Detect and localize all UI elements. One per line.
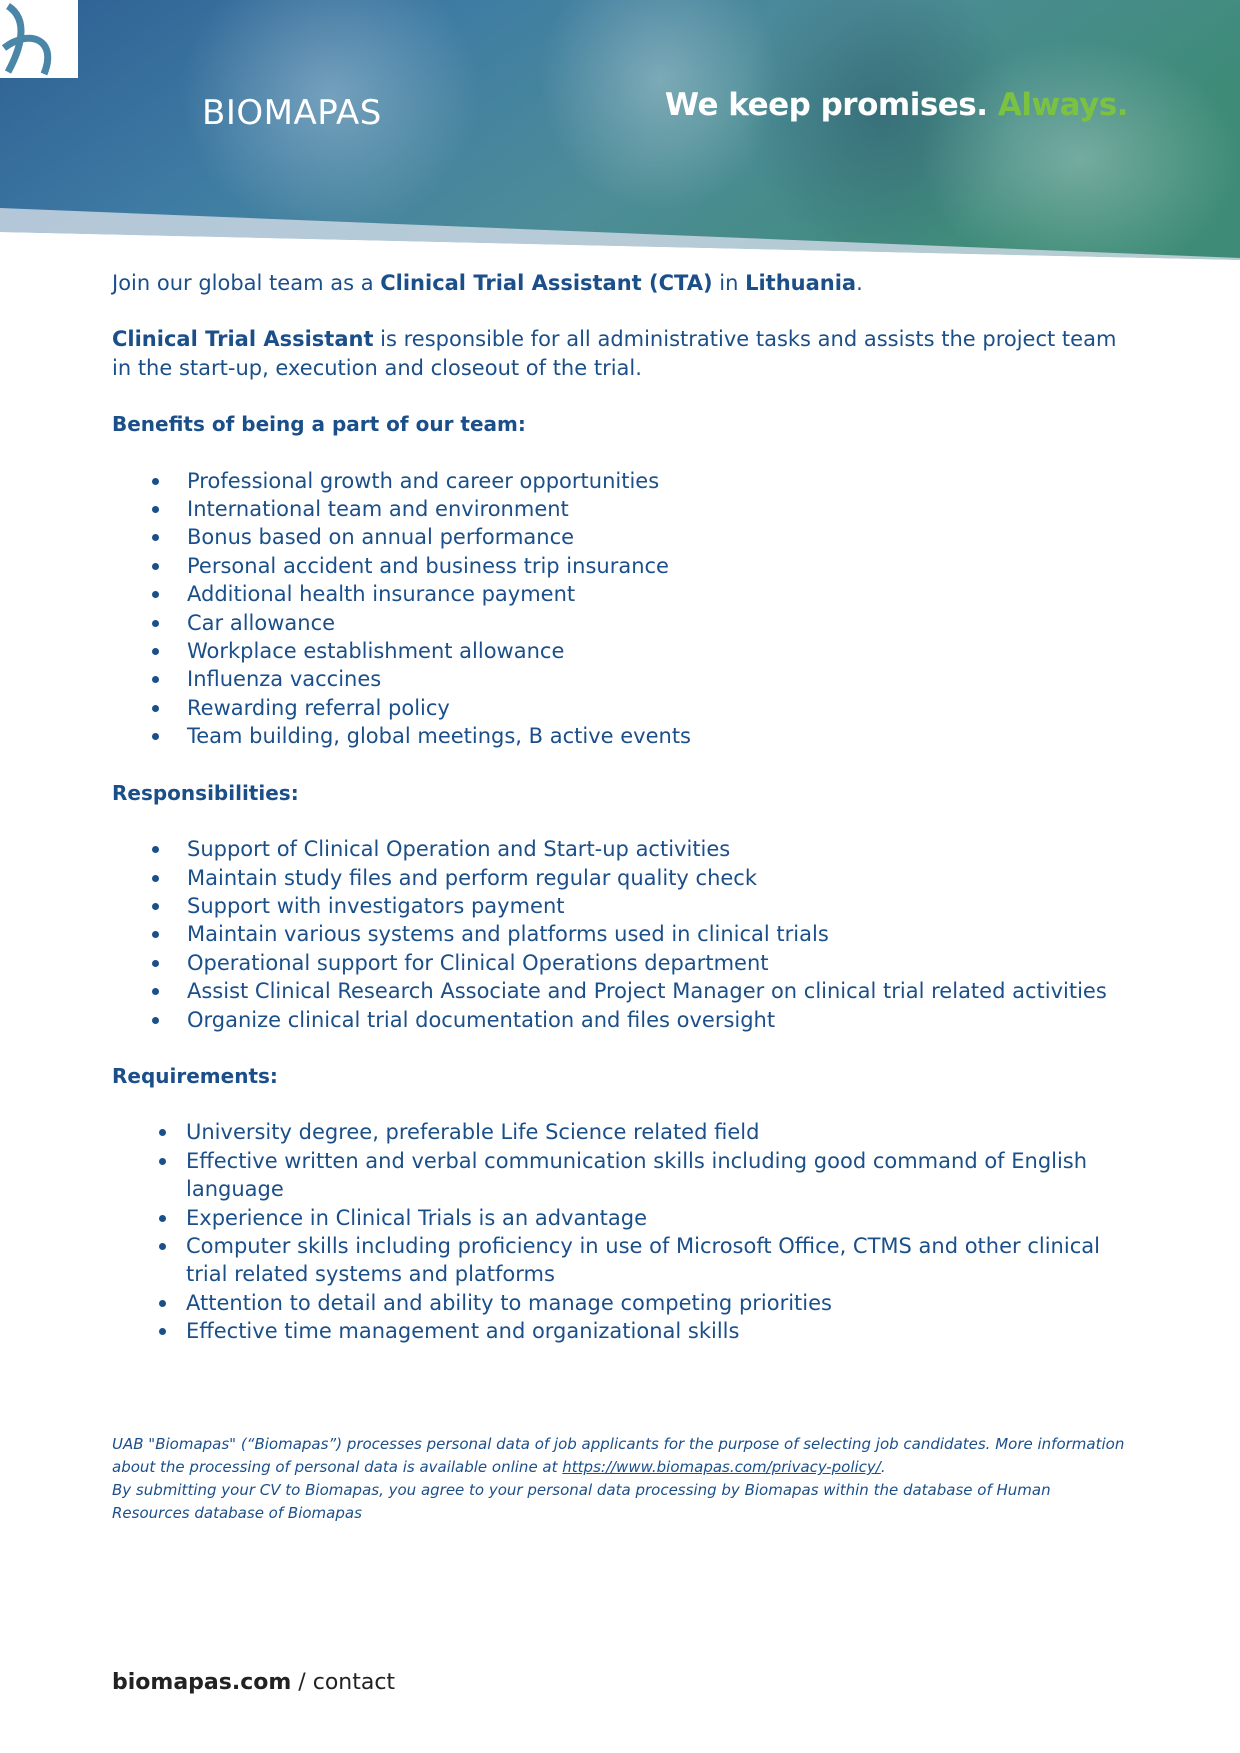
list-item: Support with investigators payment — [112, 892, 1130, 920]
job-location: Lithuania — [745, 271, 857, 295]
intro-line — [112, 269, 1130, 297]
intro-prefix: Join our global team as a — [112, 271, 381, 295]
list-item: Workplace establishment allowance — [112, 637, 1130, 665]
list-item: Influenza vaccines — [112, 665, 1130, 693]
list-item: University degree, preferable Life Science related field — [112, 1118, 1130, 1146]
intro-mid: in — [712, 271, 746, 295]
list-item: Professional growth and career opportunities — [112, 467, 1130, 495]
list-item: Support of Clinical Operation and Start-up activities — [112, 835, 1130, 863]
role-name: Clinical Trial Assistant — [112, 327, 374, 352]
footer-domain-link[interactable]: biomapas.com — [112, 1670, 292, 1695]
tagline-main: We keep promises. — [664, 87, 988, 123]
footer-separator: / — [291, 1670, 313, 1695]
job-title: Clinical Trial Assistant (CTA) — [380, 271, 713, 295]
responsibilities-title: Responsibilities: — [112, 780, 299, 805]
hero-banner — [0, 0, 1240, 262]
list-item: Car allowance — [112, 609, 1130, 637]
list-item: Bonus based on annual performance — [112, 523, 1130, 551]
benefits-list — [112, 467, 1130, 751]
list-item: Effective written and verbal communication skills including good command of English language — [112, 1147, 1130, 1204]
job-description — [112, 269, 1130, 1374]
list-item: Effective time management and organizational skills — [112, 1317, 1130, 1345]
footer-contact-link[interactable]: contact — [312, 1670, 396, 1695]
list-item: Assist Clinical Research Associate and Project Manager on clinical trial related activities — [112, 977, 1130, 1005]
brand-name: BIOMAPAS — [202, 93, 382, 133]
list-item: Experience in Clinical Trials is an advantage — [112, 1204, 1130, 1232]
privacy-text-end: . — [880, 1458, 886, 1476]
role-text: is responsible for all administrative tasks and assists the project team in the start-up, execution and closeout of the trial. — [112, 327, 1117, 380]
list-item: Attention to detail and ability to manage competing priorities — [112, 1289, 1130, 1317]
biomapas-logo-icon — [0, 0, 78, 78]
responsibilities-list — [112, 835, 1130, 1034]
privacy-paragraph — [112, 1433, 1130, 1479]
tagline — [664, 87, 1128, 123]
list-item: Rewarding referral policy — [112, 694, 1130, 722]
consent-paragraph: By submitting your CV to Biomapas, you agree to your personal data processing by Biomapas within the database of Human Resources database of Biomapas — [112, 1481, 1051, 1522]
requirements-title: Requirements: — [112, 1063, 278, 1088]
role-description — [112, 325, 1130, 382]
tagline-accent: Always. — [997, 87, 1128, 123]
footer — [112, 1672, 395, 1694]
list-item: Additional health insurance payment — [112, 580, 1130, 608]
list-item: Personal accident and business trip insurance — [112, 552, 1130, 580]
list-item: International team and environment — [112, 495, 1130, 523]
hero-background — [0, 0, 1240, 262]
privacy-text: UAB "Biomapas" (“Biomapas”) processes personal data of job applicants for the purpose of selecting job candidates. More information about the processing of personal data is available online at — [112, 1435, 1125, 1476]
list-item: Maintain various systems and platforms used in clinical trials — [112, 920, 1130, 948]
requirements-list — [112, 1118, 1130, 1345]
privacy-notice — [112, 1433, 1130, 1525]
list-item: Computer skills including proficiency in use of Microsoft Office, CTMS and other clinical trial related systems and platforms — [112, 1232, 1130, 1289]
list-item: Operational support for Clinical Operations department — [112, 949, 1130, 977]
benefits-title: Benefits of being a part of our team: — [112, 412, 526, 437]
list-item: Team building, global meetings, B active events — [112, 722, 1130, 750]
intro-end: . — [856, 271, 863, 295]
list-item: Maintain study files and perform regular quality check — [112, 864, 1130, 892]
privacy-policy-link[interactable]: https://www.biomapas.com/privacy-policy/ — [562, 1458, 881, 1476]
list-item: Organize clinical trial documentation and files oversight — [112, 1006, 1130, 1034]
